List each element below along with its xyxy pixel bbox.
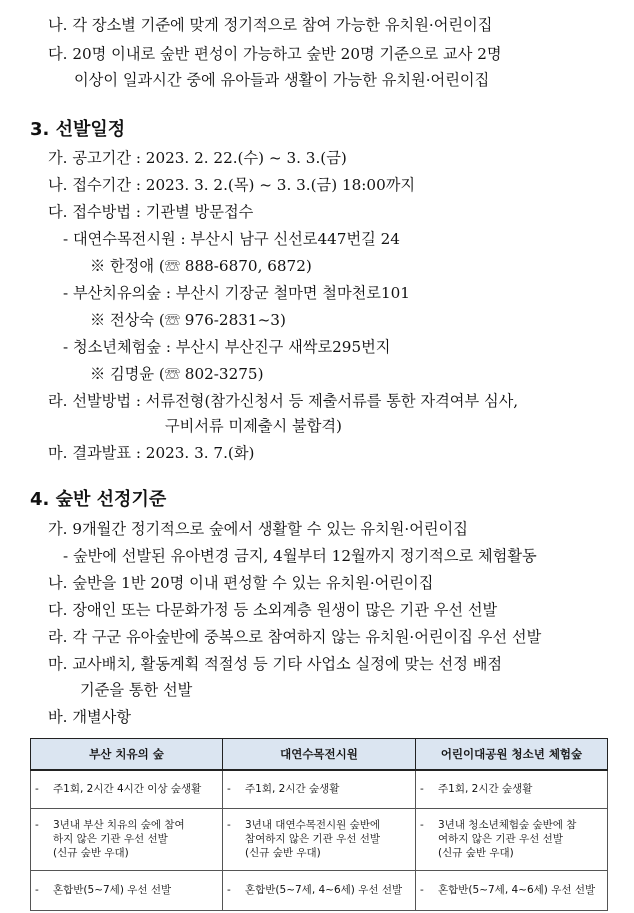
text-line: 구비서류 미제출시 불합격): [165, 417, 342, 435]
text-line: 다. 장애인 또는 다문화가정 등 소외계층 원생이 많은 기관 우선 선발: [48, 601, 498, 619]
text-line: 기준을 통한 선발: [80, 681, 193, 699]
text-line: - 숲반에 선발된 유아변경 금지, 4월부터 12월까지 정기적으로 체험활동: [63, 547, 537, 565]
table-cell: - 3년내 부산 치유의 숲에 참여 하지 않은 기관 우선 선발 (신규 숲반 우대): [31, 808, 223, 870]
text-line: 나. 각 장소별 기준에 맞게 정기적으로 참여 가능한 유치원·어린이집: [48, 16, 493, 34]
table-cell: - 주1회, 2시간 4시간 이상 숲생활: [31, 770, 223, 808]
table-cell: - 주1회, 2시간 숲생활: [223, 770, 416, 808]
contact-line: ※ 김명윤 (☏ 802-3275): [90, 365, 264, 383]
contact-line: ※ 전상숙 (☏ 976-2831~3): [90, 311, 286, 329]
text-line: 나. 접수기간 : 2023. 3. 2.(목) ~ 3. 3.(금) 18:00까지: [48, 176, 416, 194]
text-line: 바. 개별사항: [48, 708, 132, 726]
text-line: - 청소년체험숲 : 부산시 부산진구 새싹로295번지: [63, 338, 391, 356]
text-line: 다. 20명 이내로 숲반 편성이 가능하고 숲반 20명 기준으로 교사 2명: [48, 45, 502, 63]
table-row: [31, 808, 608, 870]
table-row: [31, 870, 608, 910]
text-line: 이상이 일과시간 중에 유아들과 생활이 가능한 유치원·어린이집: [74, 71, 490, 89]
header-daeyeon-arboretum: 대연수목전시원: [223, 739, 416, 771]
section-heading: 4. 숲반 선정기준: [30, 489, 167, 510]
text-line: 마. 결과발표 : 2023. 3. 7.(화): [48, 444, 255, 462]
header-youth-experience-forest: 어린이대공원 청소년 체험숲: [416, 739, 608, 771]
text-line: 라. 각 구군 유아숲반에 중복으로 참여하지 않는 유치원·어린이집 우선 선발: [48, 628, 542, 646]
section-heading: 3. 선발일정: [30, 119, 126, 140]
text-line: 마. 교사배치, 활동계획 적절성 등 기타 사업소 실정에 맞는 선정 배점: [48, 655, 503, 673]
contact-line: ※ 한정애 (☏ 888-6870, 6872): [90, 257, 312, 275]
text-line: 다. 접수방법 : 기관별 방문접수: [48, 203, 254, 221]
table-cell: - 혼합반(5~7세) 우선 선발: [31, 870, 223, 910]
table-cell: - 3년내 청소년체험숲 숲반에 참 여하지 않은 기관 우선 선발 (신규 숲반 우대): [416, 808, 608, 870]
criteria-table: [30, 738, 608, 911]
text-line: 라. 선발방법 : 서류전형(참가신청서 등 제출서류를 통한 자격여부 심사,: [48, 392, 519, 410]
table-cell: - 혼합반(5~7세, 4~6세) 우선 선발: [416, 870, 608, 910]
table-cell: - 3년내 대연수목전시원 숲반에 참여하지 않은 기관 우선 선발 (신규 숲반 우대): [223, 808, 416, 870]
text-line: 가. 9개월간 정기적으로 숲에서 생활할 수 있는 유치원·어린이집: [48, 520, 468, 538]
table-cell: - 혼합반(5~7세, 4~6세) 우선 선발: [223, 870, 416, 910]
text-line: - 대연수목전시원 : 부산시 남구 신선로447번길 24: [63, 230, 400, 248]
header-busan-healing-forest: 부산 치유의 숲: [31, 739, 223, 771]
table-header-row: [31, 739, 608, 771]
table-cell: - 주1회, 2시간 숲생활: [416, 770, 608, 808]
text-line: - 부산치유의숲 : 부산시 기장군 철마면 철마천로101: [63, 284, 410, 302]
text-line: 나. 숲반을 1반 20명 이내 편성할 수 있는 유치원·어린이집: [48, 574, 434, 592]
text-line: 가. 공고기간 : 2023. 2. 22.(수) ~ 3. 3.(금): [48, 149, 347, 167]
table-row: [31, 770, 608, 808]
